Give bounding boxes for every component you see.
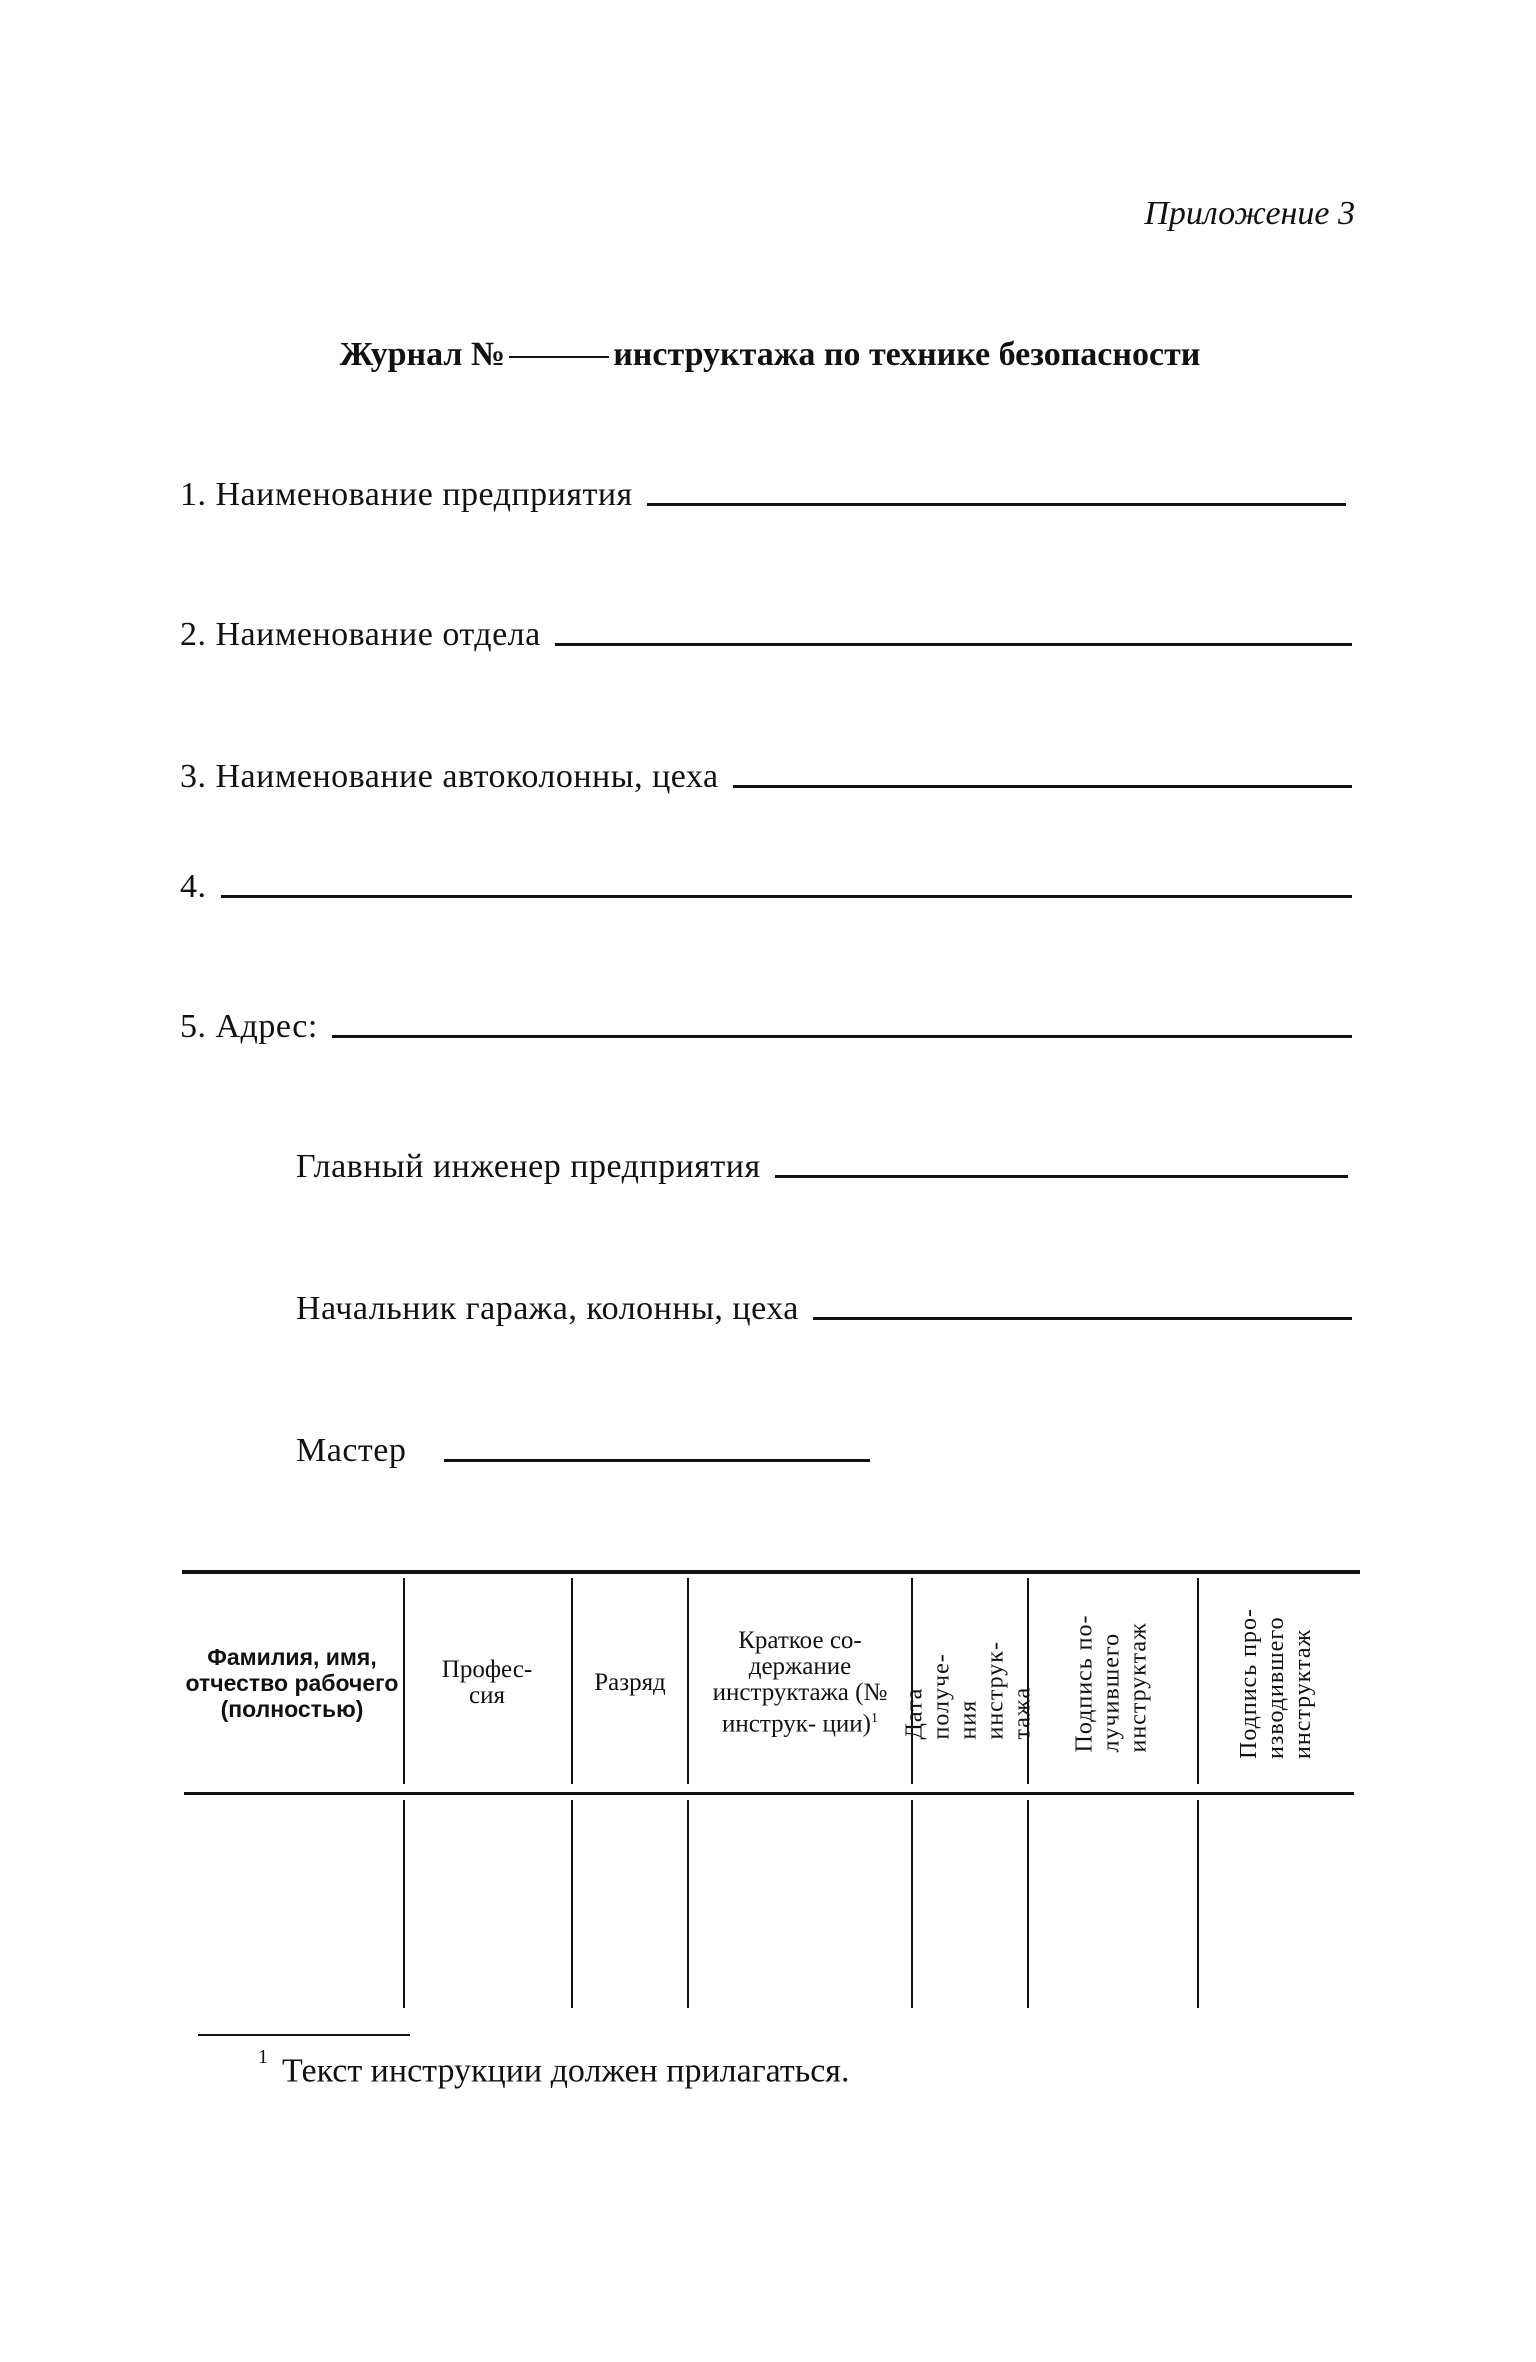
- field-label: 2. Наименование отдела: [180, 616, 541, 653]
- fill-line[interactable]: [733, 785, 1352, 788]
- fill-line[interactable]: [221, 895, 1353, 898]
- header-date-received: [901, 1580, 1036, 1786]
- header-text: Профес- сия: [441, 1656, 533, 1709]
- header-full-name: [184, 1578, 400, 1788]
- signature-label: Мастер: [296, 1432, 407, 1469]
- appendix-label: Приложение 3: [1144, 195, 1355, 232]
- header-text: Дата получе- ния инструк- тажа: [901, 1640, 1036, 1739]
- signature-garage-head: [296, 1290, 1352, 1328]
- field-label: 4.: [180, 868, 207, 905]
- field-column-workshop-name: [180, 758, 1352, 796]
- header-brief-content: [692, 1578, 908, 1788]
- journal-title: [200, 336, 1340, 374]
- fill-line[interactable]: [647, 503, 1346, 506]
- signature-master: [296, 1432, 870, 1470]
- signature-label: Начальник гаража, колонны, цеха: [296, 1290, 799, 1327]
- header-text: Подпись про- изводившего инструктаж: [1235, 1607, 1316, 1759]
- signature-line[interactable]: [444, 1459, 870, 1462]
- column-divider: [687, 1578, 689, 1784]
- signature-label: Главный инженер предприятия: [296, 1148, 761, 1185]
- signature-line[interactable]: [775, 1175, 1348, 1178]
- footnote: [258, 2046, 850, 2090]
- fill-line[interactable]: [555, 643, 1352, 646]
- field-label: 1. Наименование предприятия: [180, 476, 633, 513]
- field-label: 3. Наименование автоколонны, цеха: [180, 758, 719, 795]
- signature-line[interactable]: [813, 1317, 1352, 1320]
- journal-number-blank[interactable]: [509, 356, 609, 358]
- header-profession: [406, 1578, 568, 1788]
- header-text: Подпись по- лучившего инструктаж: [1071, 1614, 1152, 1752]
- header-conducted-signature: [1199, 1580, 1354, 1786]
- signature-chief-engineer: [296, 1148, 1348, 1186]
- field-item-4: [180, 868, 1352, 906]
- field-enterprise-name: [180, 476, 1346, 514]
- header-text: Разряд: [594, 1669, 666, 1696]
- header-grade: [574, 1578, 686, 1788]
- content-text: Краткое со- держание инструктажа (№ инструк- ции): [712, 1627, 888, 1738]
- table-header-border: [184, 1792, 1354, 1795]
- header-text: [700, 1628, 900, 1737]
- footnote-mark: 1: [258, 2046, 268, 2068]
- footnote-ref: 1: [870, 1711, 878, 1727]
- fill-line[interactable]: [332, 1035, 1352, 1038]
- column-divider: [403, 1578, 405, 1784]
- field-address: [180, 1008, 1352, 1046]
- table-top-border: [182, 1570, 1360, 1574]
- header-received-signature: [1029, 1580, 1195, 1786]
- footnote-text: Текст инструкции должен прилагаться.: [282, 2052, 850, 2090]
- header-text: Фамилия, имя, отчество рабочего (полностью): [185, 1644, 399, 1722]
- footnote-rule: [198, 2034, 410, 2036]
- title-suffix: инструктажа по технике безопасности: [613, 336, 1201, 373]
- column-divider: [571, 1578, 573, 1784]
- title-prefix: Журнал №: [339, 336, 506, 373]
- field-department-name: [180, 616, 1352, 654]
- table-row[interactable]: [184, 1800, 1354, 2008]
- field-label: 5. Адрес:: [180, 1008, 318, 1045]
